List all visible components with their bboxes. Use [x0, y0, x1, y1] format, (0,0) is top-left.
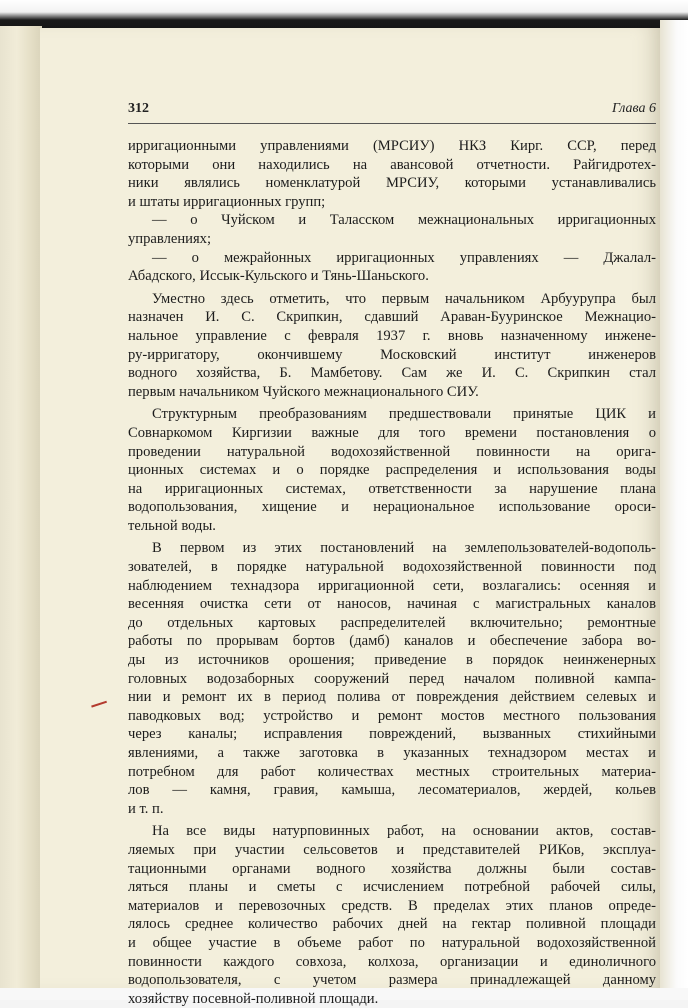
text-line: зователей, в порядке натуральной водохозяйственной повинности под [128, 559, 656, 576]
header-rule [128, 123, 656, 124]
text-line: хозяйству посевной-поливной площади. [128, 990, 379, 1007]
text-line: — о межрайонных ирригационных управлениях — Джалал- [152, 249, 656, 266]
text-line: явлениями, а также заготовка в указанных технадзором местах и [128, 745, 656, 761]
text-line: и штаты ирригационных групп; [128, 193, 326, 210]
text-line: На все виды натурповинных работ, на основании актов, состав- [152, 823, 656, 840]
text-line: назначен И. С. Скрипкин, сдавший Араван-Бууринское Межнацио- [128, 309, 656, 326]
text-line: ру-ирригатору, окончившему Московский институт инженеров [128, 346, 656, 363]
text-line: ники являлись номенклатурой МРСИУ, которыми устанавливались [128, 175, 656, 192]
text-line: проведении натуральной водохозяйственной повинности на орига- [128, 443, 656, 460]
text-line: паводковых вод; устройство и ремонт мостов местного пользования [128, 707, 656, 724]
text-line: Абадского, Иссык-Кульского и Тянь-Шаньского. [128, 268, 429, 285]
text-line: ционных системах и о порядке распределения и использования воды [128, 462, 656, 479]
text-line: весенняя очистка сети от наносов, начиная с магистральных каналов [128, 596, 656, 613]
text-line: головных водозаборных сооружений перед началом поливной кампа- [128, 670, 656, 687]
text-line: управлениях; [128, 230, 212, 247]
text-line: повинности каждого совхоза, колхоза, организации и единоличного [128, 953, 656, 970]
book-page-edges [0, 26, 42, 1000]
text-line: первым начальником Чуйского межнационального СИУ. [128, 383, 479, 400]
text-line: и общее участие в объеме работ по натуральной водохозяйственной [128, 934, 656, 951]
text-line: — о Чуйском и Таласском межнациональных ирригационных [152, 212, 656, 229]
text-line: материалов и перевозочных средств. В пределах этих планов опреде- [128, 897, 656, 914]
text-line: ляемых при участии сельсоветов и представителей РИКов, эксплуа- [128, 841, 656, 858]
text-line: работы по прорывам бортов (дамб) каналов и обеспечение забора во- [128, 633, 656, 650]
text-line: потребном для работ количествах местных строительных материа- [128, 763, 656, 780]
text-line: лов — камня, гравия, камыша, лесоматериалов, жердей, кольев [128, 782, 656, 799]
scan-right-margin [660, 20, 688, 1000]
text-line: тационными органами водного хозяйства должны были состав- [128, 860, 656, 877]
text-line: наблюдением технадзора ирригационной сети, возлагались: осенняя и [128, 577, 656, 594]
text-line: Совнаркомом Киргизии важные для того времени постановления о [128, 424, 656, 441]
text-line: Структурным преобразованиям предшествовали принятые ЦИК и [152, 406, 656, 423]
text-line: до отдельных картовых распределителей включительно; ремонтные [128, 614, 656, 631]
text-line: нии и ремонт их в период полива от повреждения действием селевых и [128, 689, 656, 706]
body-text [128, 137, 656, 1008]
text-line: тельной воды. [128, 517, 216, 534]
chapter-title: Глава 6 [612, 101, 656, 116]
text-line: ирригационными управлениями (МРСИУ) НКЗ Кирг. ССР, перед [128, 138, 656, 154]
text-line: которыми они находились на авансовой отчетности. Райгидротех- [128, 156, 656, 173]
text-line: В первом из этих постановлений на землепользователей-водополь- [152, 540, 656, 557]
text-line: нальное управление с февраля 1937 г. вновь назначенному инжене- [128, 327, 656, 344]
running-header [128, 101, 656, 121]
text-line: ляться планы и сметы с исчислением потребной рабочей силы, [128, 879, 656, 896]
text-line: лялось среднее количество рабочих дней на гектар поливной площади [128, 916, 656, 933]
text-line: Уместно здесь отметить, что первым начальником Арбуурупра был [152, 290, 656, 307]
text-line: водопользователя, с учетом размера принадлежащей данному [128, 972, 656, 989]
text-line: водопользования, хищение и нерациональное использование ороси- [128, 499, 656, 516]
text-line: водного хозяйства, Б. Мамбетову. Сам же И. С. Скрипкин стал [128, 365, 656, 382]
text-line: и т. п. [128, 800, 164, 817]
text-line: ды из источников орошения; приведение в порядок неинженерных [128, 652, 656, 669]
text-line: через каналы; исправления повреждений, вызванных стихийными [128, 726, 656, 743]
page-number: 312 [128, 101, 149, 116]
text-line: на ирригационных системах, ответственности за нарушение плана [128, 480, 656, 497]
